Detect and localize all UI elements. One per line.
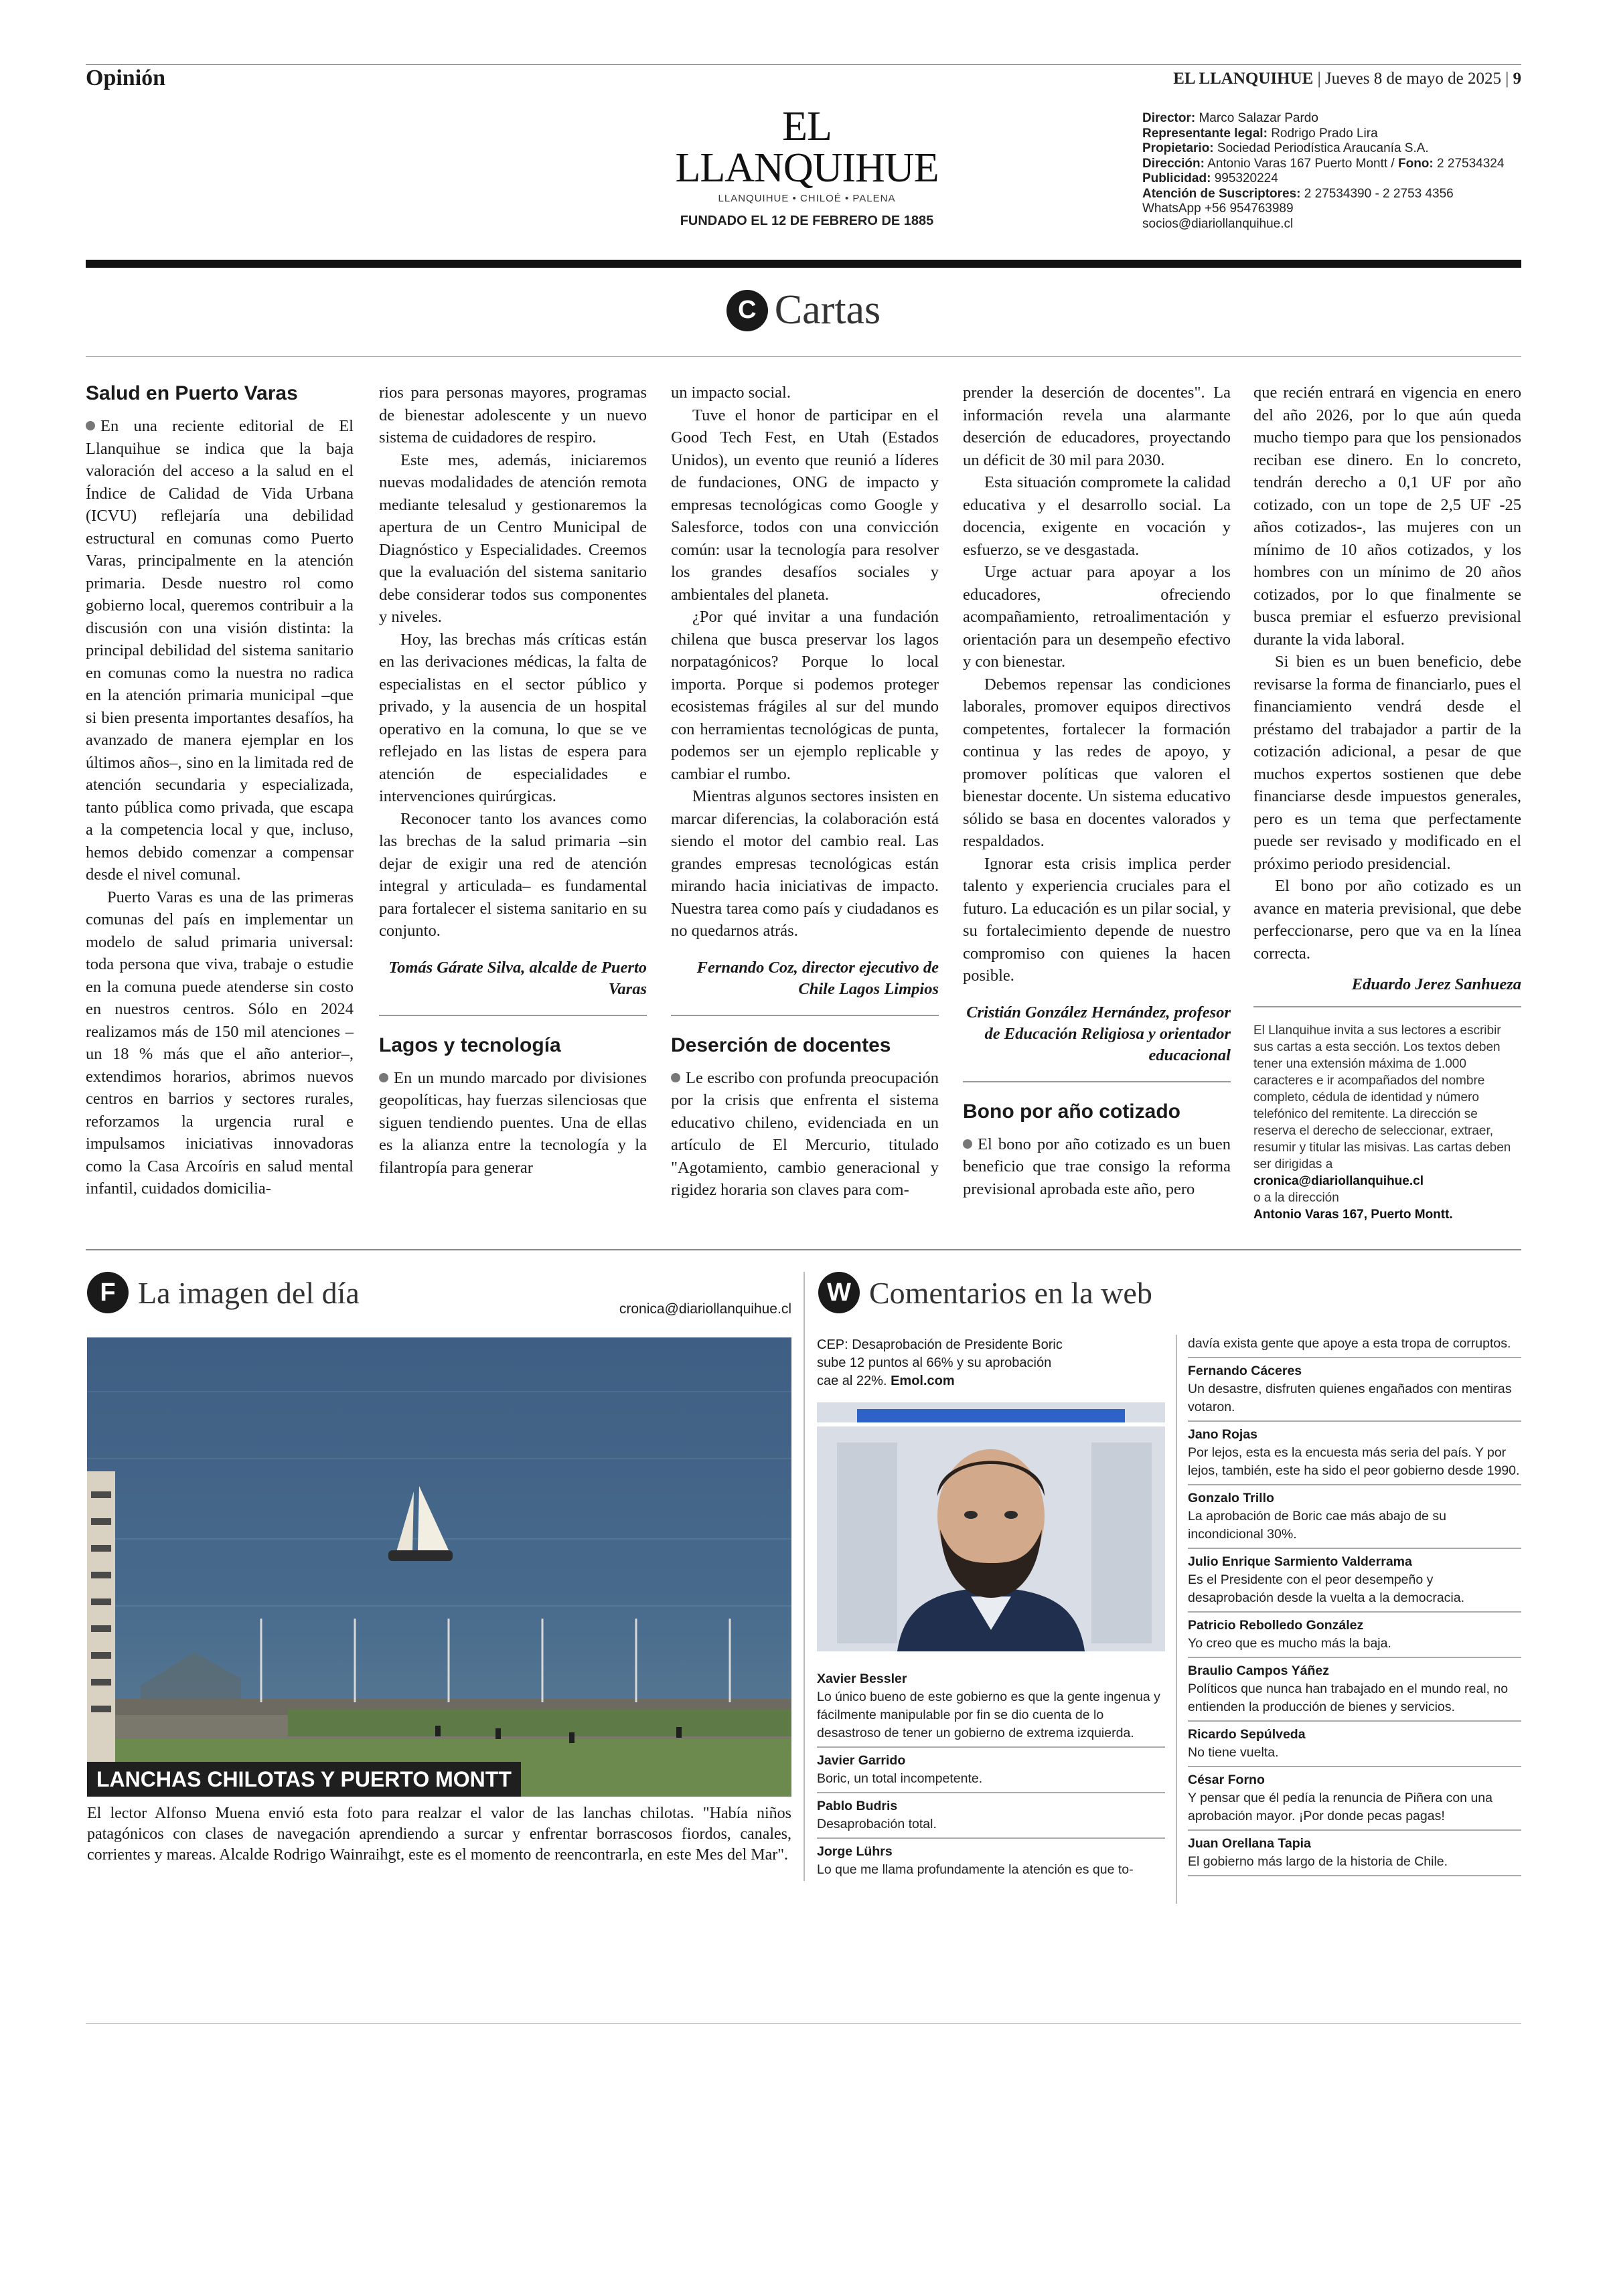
letter-paragraph: En un mundo marcado por divisiones geopolíticas, hay fuerzas silenciosas que siguen tendiendo puentes. Una de ellas es la alianza entre la tecnología y la filantropía para generar: [379, 1068, 647, 1177]
comment-author: Fernando Cáceres: [1188, 1364, 1302, 1378]
invite-email[interactable]: cronica@diariollanquihue.cl: [1253, 1174, 1424, 1188]
comment-text: Es el Presidente con el peor desempeño y desaprobación desde la vuelta a la democracia.: [1188, 1572, 1465, 1605]
comment-text: Un desastre, disfruten quienes engañados con mentiras votaron.: [1188, 1382, 1512, 1414]
comment-author: Javier Garrido: [817, 1753, 906, 1768]
comment-author: Juan Orellana Tapia: [1188, 1836, 1311, 1851]
imagen-badge: F: [87, 1272, 129, 1313]
letter-signature: Fernando Coz, director ejecutivo de Chile Lagos Limpios: [696, 958, 939, 998]
letter-paragraph: prender la deserción de docentes". La información revela una alarmante deserción de educadores, proyectando un déficit de 30 mil para 2030.: [963, 384, 1231, 469]
folio-date: Jueves 8 de mayo de 2025: [1324, 70, 1501, 88]
comments-divider: [1176, 1335, 1177, 1904]
comment-author: Jano Rojas: [1188, 1427, 1258, 1442]
staff-line: Representante legal: Rodrigo Prado Lira: [1142, 126, 1378, 141]
staff-line: Director: Marco Salazar Pardo: [1142, 111, 1318, 125]
comment-item: [1188, 1548, 1521, 1611]
letter-signature: Tomás Gárate Silva, alcalde de Puerto Varas: [388, 958, 647, 998]
comment-text: Políticos que nunca han trabajado en el mundo real, no entienden la producción de bienes y servicios.: [1188, 1682, 1509, 1714]
comment-item: [1188, 1829, 1521, 1876]
invite-or: o a la dirección: [1253, 1191, 1339, 1205]
bullet-dot: [963, 1139, 972, 1149]
letter-signature: Eduardo Jerez Sanhueza: [1351, 975, 1521, 993]
portrait-image: [817, 1402, 1165, 1651]
bullet-dot: [86, 421, 95, 430]
web-header: [818, 1272, 1152, 1313]
comments-list-a: [817, 1670, 1165, 1883]
comment-item: [1188, 1357, 1521, 1420]
letter-signature: Cristián González Hernández, profesor de Educación Religiosa y orientador educacional: [966, 1003, 1231, 1064]
comment-author: Ricardo Sepúlveda: [1188, 1727, 1306, 1742]
comment-text: La aprobación de Boric cae más abajo de su incondicional 30%.: [1188, 1509, 1446, 1542]
letter-paragraph: Mientras algunos sectores insisten en marcar diferencias, la colaboración está siendo el motor del cambio real. Las grandes empresas tecnológicas están mirando hacia iniciativas de impacto. Nuestra tarea como país y ciudadanos es no quedarnos atrás.: [671, 787, 939, 940]
bullet-dot: [671, 1073, 680, 1082]
comment-text: Lo único bueno de este gobierno es que la gente ingenua y fácilmente manipulable por fin se dio cuenta de lo desastroso de tener un gobierno de extrema izquierda.: [817, 1690, 1160, 1740]
letters-column-5: [1253, 382, 1521, 1223]
comment-text: Yo creo que es mucho más la baja.: [1188, 1636, 1391, 1651]
letter-paragraph: rios para personas mayores, programas de bienestar adolescente y un nuevo sistema de cuidadores de respiro.: [379, 384, 647, 446]
letter-paragraph: Puerto Varas es una de las primeras comunas del país en implementar un modelo de salud primaria universal: toda persona que viva, trabaje o estudie en la comuna puede atenderse sin costo en nuestros centros. Sólo en 2024 realizamos más de 150 mil atenciones –un 18 % más que el año anterior–, extendimos horarios, abrimos nuevos centros en barrios y sectores rurales, reforzamos la urgencia rural e impulsamos iniciativas innovadoras como la Casa Arcoíris en salud mental infantil, cuidados domicilia-: [86, 888, 354, 1198]
letter-paragraph: Esta situación compromete la calidad educativa y el desarrollo social. La docencia, exigente en vocación y esfuerzo, se ve desgastada.: [963, 473, 1231, 559]
letter-paragraph: Si bien es un buen beneficio, debe revisarse la forma de financiarlo, pues el financiamiento vendrá desde el préstamo del trabajador a partir de la cotización adicional, a pesar de que muchos expertos sostienen que debe financiarse desde impuestos generales, pero es un tema que perfectamente puede ser revisado y modificado en el próximo periodo presidencial.: [1253, 653, 1521, 873]
letter-paragraph: El bono por año cotizado es un buen beneficio que trae consigo la reforma previsional aprobada este año, pero: [963, 1135, 1231, 1198]
bullet-dot: [379, 1073, 388, 1082]
staff-line: Propietario: Sociedad Periodística Araucanía S.A.: [1142, 141, 1429, 155]
invite-divider: [1253, 1006, 1521, 1007]
comment-item: [817, 1837, 1165, 1883]
letter-paragraph: Le escribo con profunda preocupación por la crisis que enfrenta el sistema educativo chileno, evidenciada en un artículo de El Mercurio, titulado "Agotamiento, cambio generacional y rigidez horaria son claves para com-: [671, 1068, 939, 1199]
section-label: Opinión: [86, 66, 166, 90]
comment-item: [1188, 1611, 1521, 1657]
letter-paragraph: Reconocer tanto los avances como las brechas de la salud primaria –sin dejar de exigir una red de atención integral y articulada– es fundamental para fortalecer el sistema sanitario en su conjunto.: [379, 809, 647, 940]
letters-column-4: [963, 382, 1231, 1200]
comment-author: Xavier Bessler: [817, 1671, 907, 1686]
comment-text: Lo que me llama profundamente la atención es que to-: [817, 1862, 1134, 1877]
top-rule: [86, 64, 1521, 65]
letter-paragraph: El bono por año cotizado es un avance en materia previsional, que debe perfeccionarse, pero que va en la línea correcta.: [1253, 877, 1521, 963]
comment-author: Julio Enrique Sarmiento Valderrama: [1188, 1554, 1412, 1569]
letter-paragraph: ¿Por qué invitar a una fundación chilena que busca preservar los lagos norpatagónicos? Porque lo local importa. Porque si podemos proteger ecosistemas frágiles al sur del mundo con herramientas tecnológicas de punta, podemos ser un ejemplo replicable y cambiar el rumbo.: [671, 608, 939, 783]
letter-headline: Lagos y tecnología: [379, 1034, 561, 1056]
web-lead: [817, 1336, 1071, 1390]
invite-address: Antonio Varas 167, Puerto Montt.: [1253, 1208, 1453, 1222]
invite-box: [1253, 1022, 1521, 1223]
letters-column-1: [86, 382, 354, 1200]
masthead-title: EL LLANQUIHUE: [675, 104, 939, 191]
comment-item: [817, 1670, 1165, 1746]
cartas-title: Cartas: [774, 287, 881, 333]
comment-author: Patricio Rebolledo González: [1188, 1618, 1364, 1633]
comment-item: [817, 1792, 1165, 1837]
photo-caption-title: LANCHAS CHILOTAS Y PUERTO MONTT: [87, 1762, 521, 1797]
comment-continuation: [1188, 1335, 1521, 1357]
web-badge: W: [818, 1272, 860, 1313]
comment-author: César Forno: [1188, 1773, 1265, 1787]
letter-paragraph: Urge actuar para apoyar a los educadores, ofreciendo acompañamiento, retroalimentación y orientación para un desempeño efectivo y con bienestar.: [963, 563, 1231, 671]
cartas-rule: [86, 356, 1521, 357]
folio-page: 9: [1513, 70, 1521, 88]
boric-portrait: [817, 1402, 1165, 1651]
masthead-rule: [86, 260, 1521, 268]
letter-paragraph: Tuve el honor de participar en el Good Tech Fest, en Utah (Estados Unidos), un evento que reunió a líderes de fundaciones, ONG de impacto y empresas tecnológicas como Google y Salesforce, todos con una convicción común: usar la tecnología para resolver los grandes desafíos sociales y ambientales del planeta.: [671, 406, 939, 604]
letter-paragraph: Este mes, además, iniciaremos nuevas modalidades de atención remota mediante telesalud y gestionaremos la apertura de un Centro Municipal de Diagnóstico y Especialidades. Creemos que la evaluación del sistema sanitario debe considerar todos sus componentes y niveles.: [379, 450, 647, 626]
masthead: [656, 106, 958, 229]
imagen-title: La imagen del día: [138, 1275, 360, 1310]
comment-author: Pablo Budris: [817, 1799, 898, 1813]
web-source[interactable]: Emol.com: [891, 1374, 955, 1388]
comments-list-b: [1188, 1335, 1521, 1876]
comment-item: [1188, 1420, 1521, 1484]
comment-text: No tiene vuelta.: [1188, 1745, 1279, 1760]
comment-text: El gobierno más largo de la historia de Chile.: [1188, 1854, 1448, 1869]
staff-line: Publicidad: 995320224: [1142, 171, 1278, 185]
section-rule: [86, 1249, 1521, 1250]
comment-author: Gonzalo Trillo: [1188, 1491, 1274, 1505]
staff-line: Dirección: Antonio Varas 167 Puerto Montt / Fono: 2 27534324: [1142, 156, 1505, 171]
comment-item: [1188, 1766, 1521, 1829]
imagen-email[interactable]: cronica@diariollanquihue.cl: [619, 1301, 791, 1317]
folio-paper: EL LLANQUIHUE: [1173, 70, 1314, 88]
web-lead-text: CEP: Desaprobación de Presidente Boric sube 12 puntos al 66% y su aprobación cae al 22%.: [817, 1337, 1063, 1388]
cartas-badge: C: [726, 290, 768, 331]
imagen-header: [87, 1272, 360, 1313]
comment-author: Jorge Lührs: [817, 1844, 893, 1859]
comment-text: davía exista gente que apoye a esta tropa de corruptos.: [1188, 1336, 1511, 1351]
comment-item: [817, 1746, 1165, 1792]
staff-line: Atención de Suscriptores: 2 27534390 - 2 2753 4356: [1142, 186, 1454, 201]
lanchas-photo: [87, 1337, 791, 1797]
staff-email[interactable]: socios@diariollanquihue.cl: [1142, 216, 1294, 231]
comment-item: [1188, 1720, 1521, 1766]
photo-image: [87, 1337, 791, 1797]
letter-paragraph: un impacto social.: [671, 384, 791, 402]
letter-headline: Salud en Puerto Varas: [86, 382, 298, 404]
comment-text: Por lejos, esta es la encuesta más seria del país. Y por lejos, también, este ha sido el peor gobierno desde 1990.: [1188, 1445, 1520, 1478]
masthead-subtitle: LLANQUIHUE • CHILOÉ • PALENA: [718, 193, 896, 204]
letters-column-2: [379, 382, 647, 1179]
column-divider: [804, 1272, 805, 1881]
bottom-rule: [86, 2023, 1521, 2024]
letter-divider: [963, 1081, 1231, 1082]
cartas-header: [0, 286, 1607, 334]
letter-divider: [379, 1015, 647, 1016]
comment-text: Desaprobación total.: [817, 1817, 937, 1831]
photo-caption: El lector Alfonso Muena envió esta foto para realzar el valor de las lanchas chilotas. "Había niños patagónicos con clases de navegación aprendiendo a surcar y enfrentar borrascosos fiordos, canales, corrientes y mareas. Alcalde Rodrigo Wainraihgt, este es el momento de reencontrarla, en este Mes del Mar".: [87, 1805, 791, 1864]
letter-headline: Bono por año cotizado: [963, 1100, 1180, 1123]
letter-headline: Deserción de docentes: [671, 1034, 891, 1056]
letter-paragraph: Ignorar esta crisis implica perder talento y experiencia cruciales para el futuro. La educación es un pilar social, y su fortalecimiento depende de nuestro compromiso con quienes la hacen posible.: [963, 854, 1231, 985]
comment-item: [1188, 1657, 1521, 1720]
comment-text: Boric, un total incompetente.: [817, 1771, 983, 1786]
staff-box: [1142, 111, 1521, 232]
comment-text: Y pensar que él pedía la renuncia de Piñera con una aprobación mayor. ¡Por donde pecas pagas!: [1188, 1791, 1493, 1823]
letters-column-3: [671, 382, 939, 1202]
comment-author: Braulio Campos Yáñez: [1188, 1663, 1329, 1678]
staff-line: WhatsApp +56 954763989: [1142, 201, 1294, 216]
letter-paragraph: Debemos repensar las condiciones laborales, promover equipos directivos competentes, fortalecer la formación continua y las redes de apoyo, y promover políticas que valoren el bienestar docente. Un sistema educativo sólido se basa en docentes valorados y respaldados.: [963, 675, 1231, 850]
letter-paragraph: Hoy, las brechas más críticas están en las derivaciones médicas, la falta de especialistas en el sector público y privado, y la ausencia de un hospital operativo en la comuna, lo que se ve reflejado en las listas de espera para atención de especialidades e intervenciones quirúrgicas.: [379, 630, 647, 805]
letter-divider: [671, 1015, 939, 1016]
letter-paragraph: que recién entrará en vigencia en enero del año 2026, por lo que aún queda mucho tiempo para que los pensionados reciban ese dinero. En lo concreto, tendrán derecho a 0,1 UF por año cotizado, con un tope de 2,5 UF -25 años cotizados-, las mujeres con un mínimo de 10 años cotizados, y los hombres con un mínimo de 20 años cotizados, por lo que finalmente se busca premiar el esfuerzo previsional durante la vida laboral.: [1253, 384, 1521, 649]
masthead-founded: FUNDADO EL 12 DE FEBRERO DE 1885: [680, 214, 934, 228]
letter-paragraph: En una reciente editorial de El Llanquihue se indica que la baja valoración del acceso a la salud en el Índice de Calidad de Vida Urbana (ICVU) reflejaría una debilidad estructural en comunas como Puerto Varas, principalmente en la atención primaria. Desde nuestro rol como gobierno local, queremos contribuir a la discusión con una visión distinta: la principal debilidad del sistema sanitario en comunas como la nuestra no radica en la atención primaria municipal –que si bien presenta importantes desafíos, ha avanzado de manera ejemplar en los últimos años–, sino en la limitada red de atención secundaria y especializada, tanto pública como privada, que escapa a la competencia local y que, incluso, hemos debido comenzar a compensar desde el nivel comunal.: [86, 417, 354, 884]
web-title: Comentarios en la web: [869, 1275, 1152, 1310]
invite-text: El Llanquihue invita a sus lectores a escribir sus cartas a esta sección. Los textos deben tener una extensión máxima de 1.000 caracteres e ir acompañados del nombre completo, cédula de identidad y número telefónico del remitente. La dirección se reserva el derecho de seleccionar, extraer, resumir y titular las misivas. Las cartas deben ser dirigidas a: [1253, 1023, 1511, 1171]
folio: EL LLANQUIHUE | Jueves 8 de mayo de 2025 | 9: [1173, 70, 1521, 88]
comment-item: [1188, 1484, 1521, 1548]
